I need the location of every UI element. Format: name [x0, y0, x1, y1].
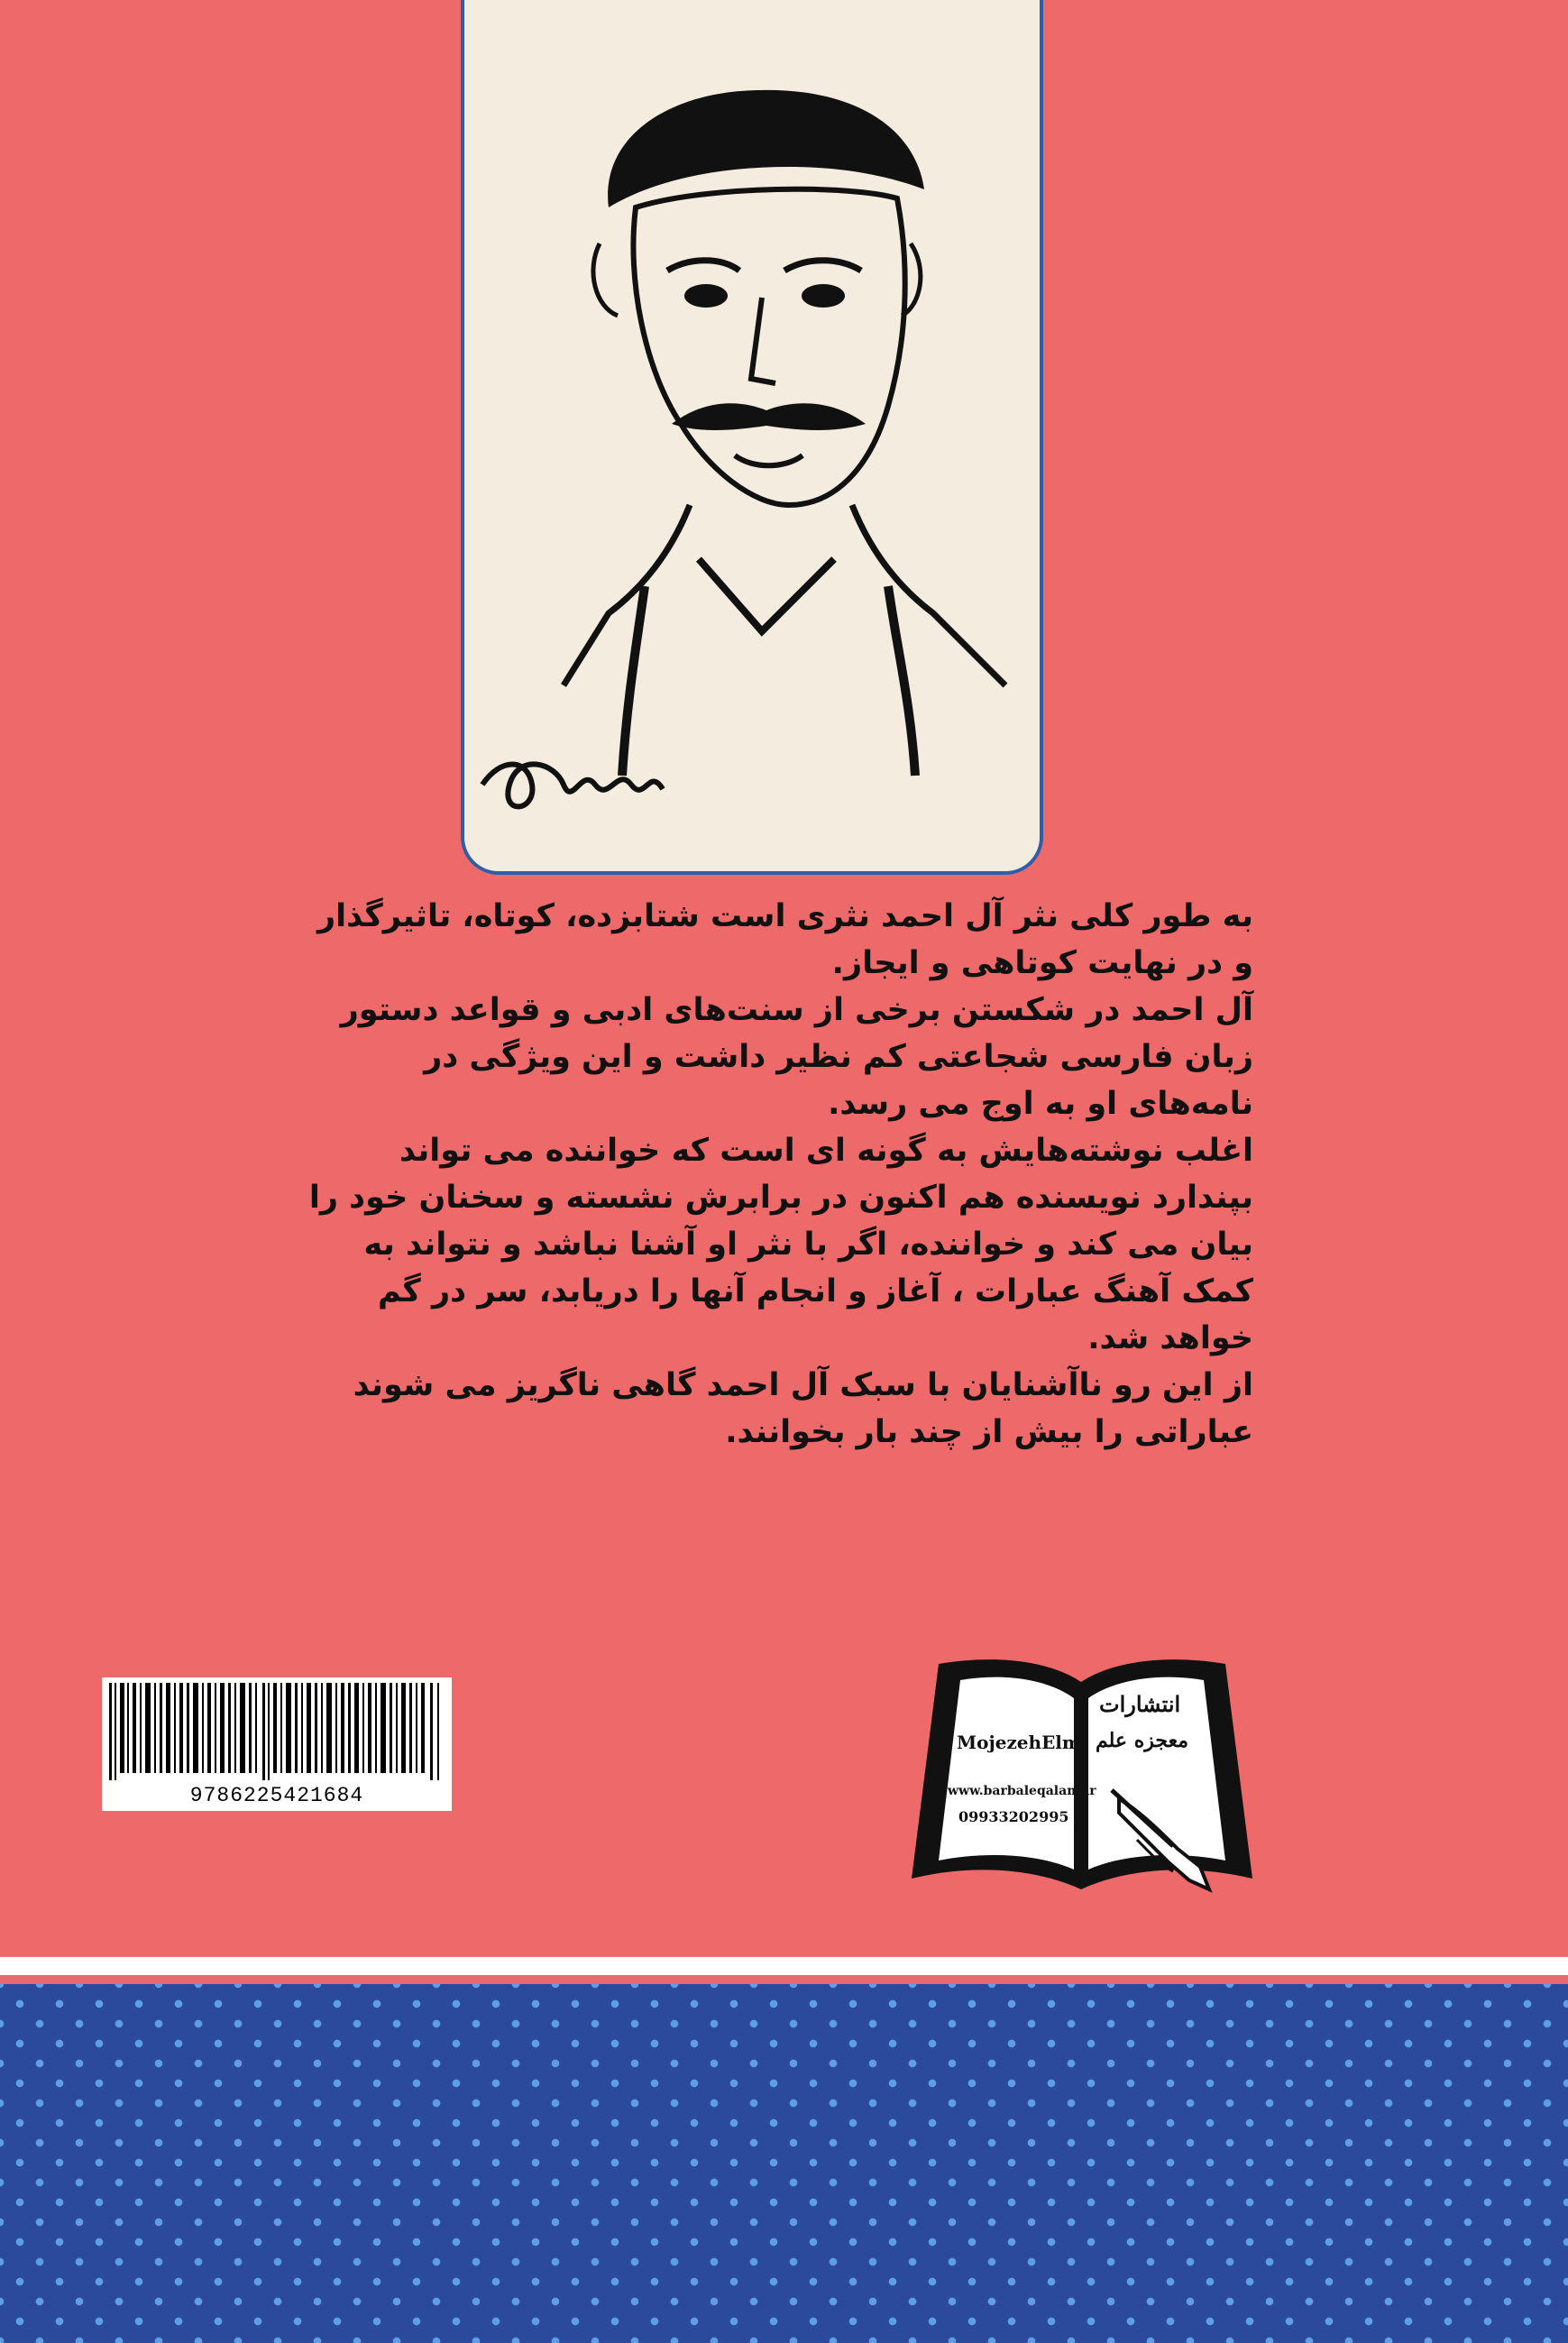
text-paragraph-1: به طور کلی نثر آل احمد نثری است شتابزده، کوتاه، تاثیرگذار و در نهایت کوتاهی و ایجاز. — [317, 898, 1253, 981]
text-paragraph-2: آل احمد در شکستن برخی از سنت‌های ادبی و قواعد دستور زبان فارسی شجاعتی کم نظیر داشت و این ویژگی در نامه‌های او به اوج می رسد. — [340, 992, 1253, 1122]
back-cover-text — [298, 893, 1253, 1456]
open-book-logo-icon — [903, 1655, 1261, 1898]
publisher-logo — [903, 1655, 1261, 1898]
publisher-website: www.barbaleqalam.ir — [948, 1784, 1096, 1798]
polka-dot-band — [0, 1984, 1568, 2343]
divider-red-stripe — [0, 1975, 1568, 1984]
divider-white-stripe — [0, 1957, 1568, 1975]
barcode-icon — [107, 1683, 446, 1780]
text-paragraph-4: از این رو ناآشنایان با سبک آل احمد گاهی ناگریز می شوند عباراتی را بیش از چند بار بخوانند. — [353, 1367, 1253, 1450]
isbn-number: 9786225421684 — [189, 1784, 364, 1807]
publisher-name-en: MojezehElm — [957, 1732, 1082, 1753]
publisher-label-fa-1: انتشارات — [1099, 1691, 1181, 1717]
portrait-sketch-icon — [464, 0, 1040, 871]
isbn-barcode — [102, 1677, 452, 1811]
author-portrait-card — [461, 0, 1043, 875]
text-paragraph-3: اغلب نوشته‌هایش به گونه ای است که خواننده می تواند بپندارد نویسنده هم اکنون در برابرش نشسته و سخنان خود را بیان می کند و خواننده، اگر با نثر او آشنا نباشد و نتواند به کمک آهنگ عبارات ، آغاز و انجام آنها را دریابد، سر در گم خواهد شد. — [308, 1133, 1253, 1356]
publisher-label-fa-2: معجزه علم — [1096, 1729, 1188, 1752]
publisher-phone: 09933202995 — [958, 1808, 1069, 1825]
